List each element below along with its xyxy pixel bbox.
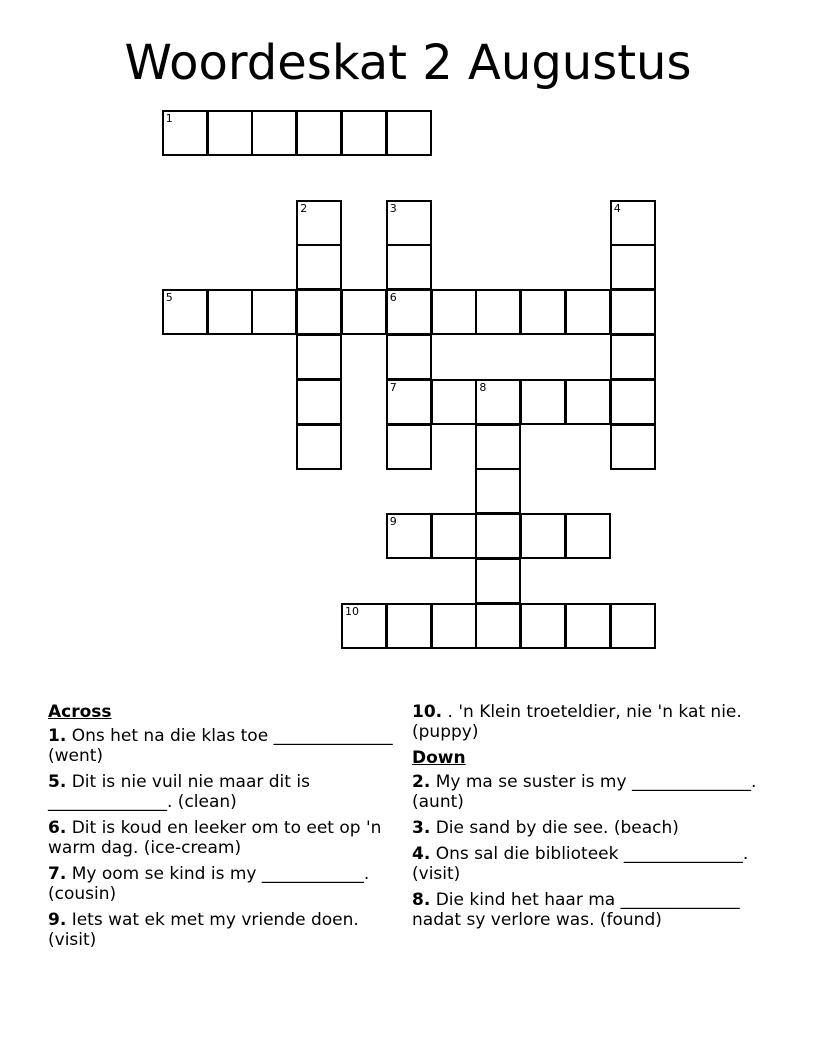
crossword-cell[interactable] — [386, 379, 432, 425]
clues-column-right — [412, 702, 782, 936]
cell-number: 8 — [479, 380, 487, 394]
crossword-cell[interactable] — [431, 603, 477, 649]
clue-down-4 — [412, 844, 782, 884]
crossword-cell[interactable] — [431, 513, 477, 559]
across-heading: Across — [48, 702, 112, 722]
clue-number: 9. — [48, 910, 67, 930]
crossword-cell[interactable] — [386, 289, 432, 335]
clue-text: Dit is nie vuil nie maar dit is ______________. (clean) — [48, 772, 310, 812]
crossword-cell[interactable] — [431, 289, 477, 335]
crossword-cell[interactable] — [610, 289, 656, 335]
clue-number: 1. — [48, 726, 67, 746]
clue-text: . 'n Klein troeteldier, nie 'n kat nie. (puppy) — [412, 702, 742, 742]
clue-number: 5. — [48, 772, 67, 792]
crossword-cell[interactable] — [207, 289, 253, 335]
crossword-cell[interactable] — [431, 379, 477, 425]
crossword-cell[interactable] — [520, 379, 566, 425]
clues-column-left — [48, 702, 393, 956]
down-heading: Down — [412, 748, 466, 768]
clue-number: 4. — [412, 844, 431, 864]
crossword-cell[interactable] — [386, 110, 432, 156]
crossword-cell[interactable] — [610, 603, 656, 649]
clue-number: 7. — [48, 864, 67, 884]
crossword-cell[interactable] — [520, 289, 566, 335]
clue-number: 2. — [412, 772, 431, 792]
crossword-cell[interactable] — [386, 513, 432, 559]
crossword-cell[interactable] — [565, 603, 611, 649]
crossword-cell[interactable] — [386, 424, 432, 470]
clue-text: Dit is koud en leeker om to eet op 'n warm dag. (ice-cream) — [48, 818, 382, 858]
clue-across-5 — [48, 772, 393, 812]
crossword-cell[interactable] — [475, 468, 521, 514]
clue-number: 3. — [412, 818, 431, 838]
crossword-cell[interactable] — [296, 110, 342, 156]
crossword-cell[interactable] — [296, 200, 342, 246]
crossword-cell[interactable] — [475, 513, 521, 559]
cell-number: 3 — [389, 201, 397, 215]
crossword-cell[interactable] — [341, 110, 387, 156]
crossword-cell[interactable] — [475, 289, 521, 335]
clue-text: Ons het na die klas toe ______________ (went) — [48, 726, 393, 766]
crossword-cell[interactable] — [296, 334, 342, 380]
crossword-cell[interactable] — [296, 289, 342, 335]
clue-text: My oom se kind is my ____________. (cousin) — [48, 864, 370, 904]
crossword-cell[interactable] — [251, 289, 297, 335]
crossword-cell[interactable] — [475, 424, 521, 470]
clue-across-7 — [48, 864, 393, 904]
crossword-cell[interactable] — [475, 603, 521, 649]
clue-across-6 — [48, 818, 393, 858]
cell-number: 6 — [389, 291, 397, 305]
crossword-cell[interactable] — [341, 603, 387, 649]
crossword-cell[interactable] — [386, 200, 432, 246]
cell-number: 7 — [389, 380, 397, 394]
cell-number: 10 — [345, 604, 359, 618]
cell-number: 5 — [165, 291, 173, 305]
crossword-cell[interactable] — [610, 334, 656, 380]
crossword-cell[interactable] — [386, 334, 432, 380]
crossword-cell[interactable] — [386, 603, 432, 649]
crossword-cell[interactable] — [565, 513, 611, 559]
clue-across-10 — [412, 702, 782, 742]
crossword-cell[interactable] — [162, 110, 208, 156]
clue-down-2 — [412, 772, 782, 812]
clue-down-8 — [412, 890, 782, 930]
crossword-cell[interactable] — [520, 513, 566, 559]
crossword-cell[interactable] — [251, 110, 297, 156]
crossword-cell[interactable] — [520, 603, 566, 649]
crossword-cell[interactable] — [296, 424, 342, 470]
cell-number: 1 — [165, 112, 173, 125]
crossword-cell[interactable] — [162, 289, 208, 335]
crossword-cell[interactable] — [386, 244, 432, 290]
clue-number: 6. — [48, 818, 67, 838]
clue-number: 8. — [412, 890, 431, 910]
clue-text: My ma se suster is my ______________. (aunt) — [412, 772, 757, 812]
page-title: Woordeskat 2 Augustus — [124, 35, 692, 91]
crossword-cell[interactable] — [475, 558, 521, 604]
clue-text: Die kind het haar ma ______________ nadat sy verlore was. (found) — [412, 890, 740, 930]
crossword-cell[interactable] — [610, 379, 656, 425]
crossword-cell[interactable] — [610, 200, 656, 246]
clue-text: Ons sal die biblioteek ______________. (visit) — [412, 844, 749, 884]
crossword-cell[interactable] — [207, 110, 253, 156]
crossword-cell[interactable] — [475, 379, 521, 425]
clue-across-1 — [48, 726, 393, 766]
clue-text: Die sand by die see. (beach) — [435, 818, 679, 838]
crossword-cell[interactable] — [610, 244, 656, 290]
crossword-cell[interactable] — [565, 379, 611, 425]
crossword-cell[interactable] — [341, 289, 387, 335]
crossword-cell[interactable] — [610, 424, 656, 470]
cell-number: 2 — [300, 201, 308, 215]
clue-down-3 — [412, 818, 782, 838]
crossword-cell[interactable] — [296, 379, 342, 425]
cell-number: 9 — [389, 515, 397, 529]
cell-number: 4 — [613, 201, 621, 215]
crossword-cell[interactable] — [296, 244, 342, 290]
clue-number: 10. — [412, 702, 443, 722]
crossword-cell[interactable] — [565, 289, 611, 335]
clue-across-9 — [48, 910, 393, 950]
clue-text: Iets wat ek met my vriende doen. (visit) — [48, 910, 359, 950]
